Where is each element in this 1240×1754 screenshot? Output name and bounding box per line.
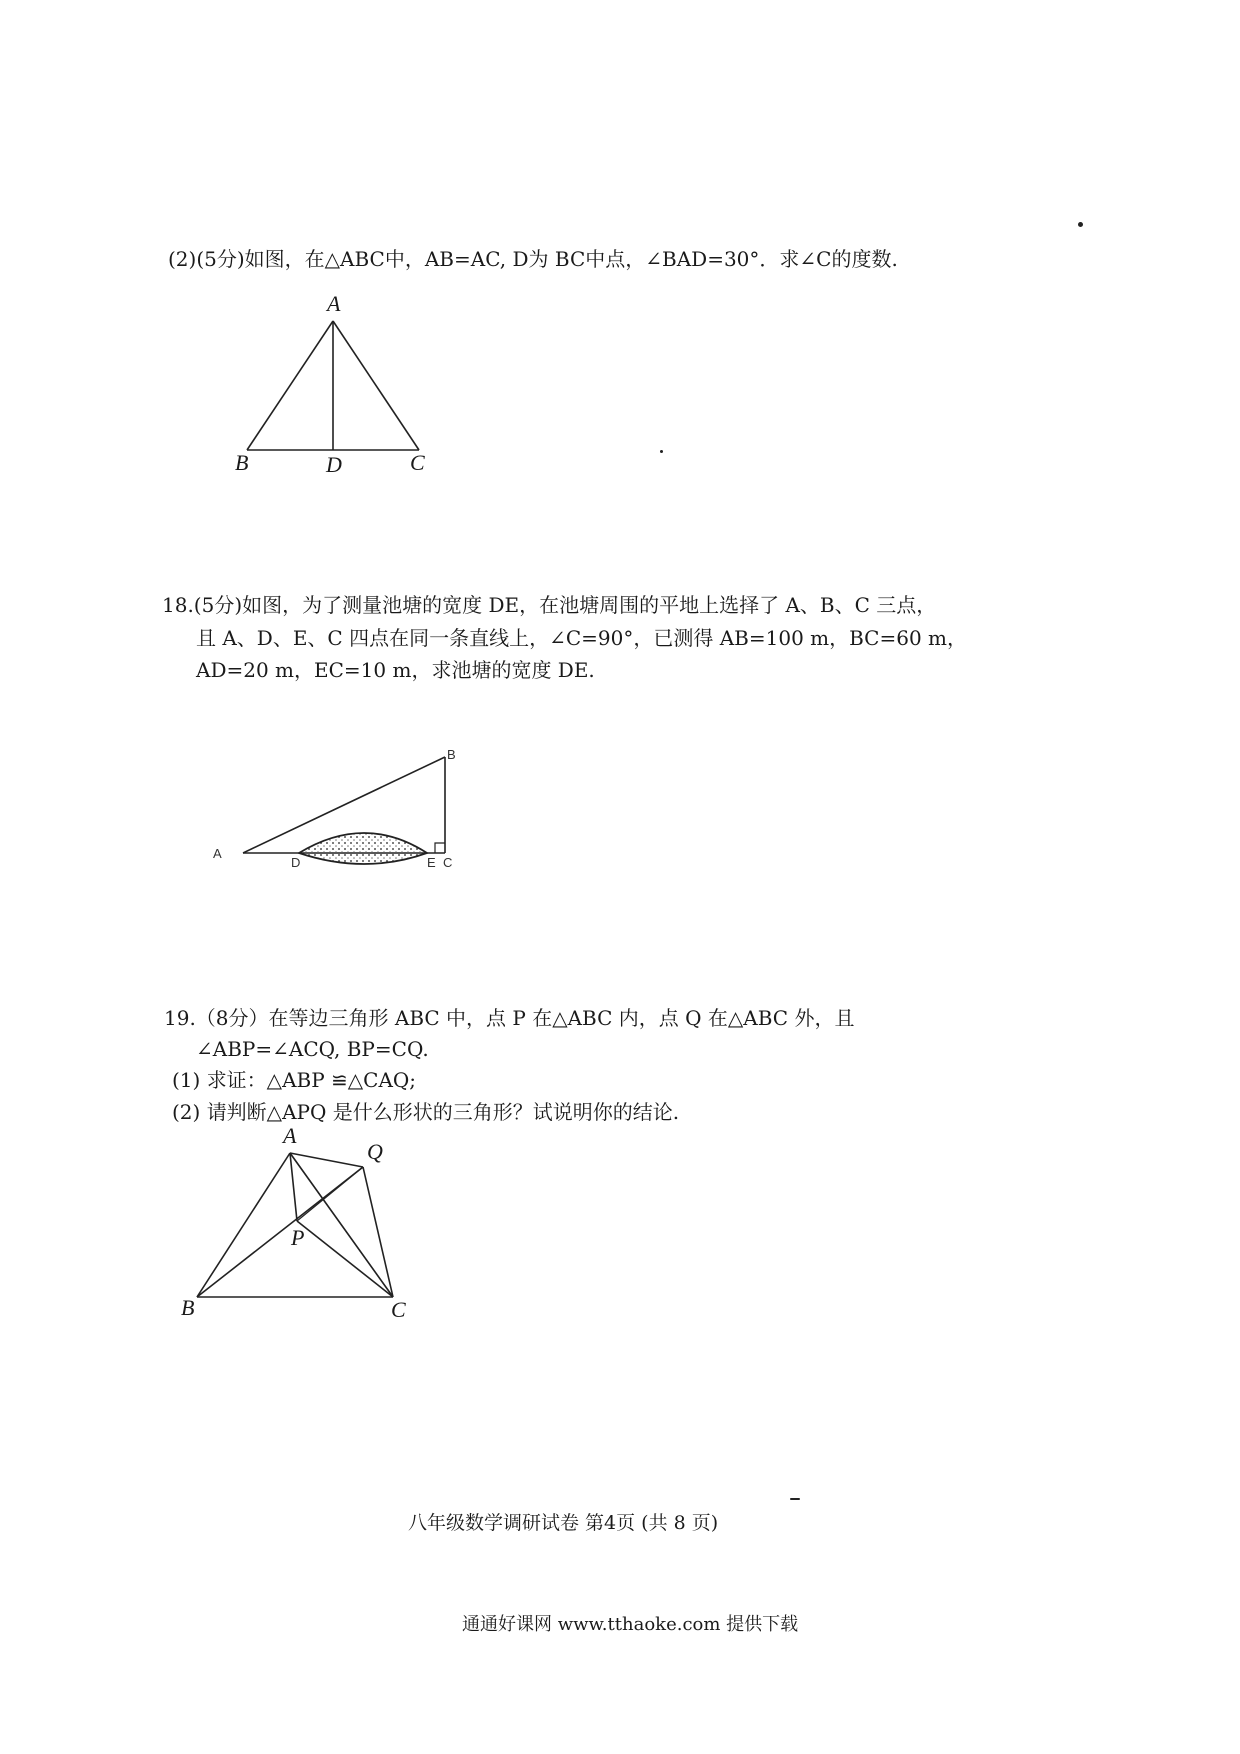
q17-2-text: (2)(5分)如图，在△ABC中，AB=AC, D为 BC中点，∠BAD=30°．求∠C的度数.	[168, 247, 898, 271]
page-footer: 八年级数学调研试卷 第4页 (共 8 页)	[408, 1512, 719, 1534]
scan-speck	[1078, 222, 1083, 227]
point-label-b: B	[447, 747, 456, 762]
vertex-label-c: C	[410, 450, 425, 475]
scan-speck	[660, 450, 663, 453]
q18-line3: AD=20 m，EC=10 m，求池塘的宽度 DE.	[196, 658, 595, 682]
pond-figure	[205, 745, 465, 875]
q18-line1: 18.(5分)如图，为了测量池塘的宽度 DE，在池塘周围的平地上选择了 A、B、C 三点，	[162, 593, 937, 617]
triangle-abd-figure	[225, 295, 435, 475]
point-label-e: E	[427, 855, 436, 870]
point-label-a: A	[213, 846, 222, 861]
q19-line1: 19.（8分）在等边三角形 ABC 中，点 P 在△ABC 内，点 Q 在△ABC 外，且	[164, 1006, 855, 1030]
vertex-label-c: C	[391, 1297, 406, 1322]
vertex-label-a: A	[283, 1125, 297, 1148]
vertex-label-a: A	[327, 295, 341, 316]
vertex-label-b: B	[181, 1295, 195, 1320]
equilateral-triangle-figure	[175, 1125, 435, 1325]
vertex-label-b: B	[235, 450, 249, 475]
vertex-label-d: D	[326, 452, 342, 475]
vertex-label-q: Q	[367, 1139, 383, 1164]
q19-line2: ∠ABP=∠ACQ, BP=CQ.	[196, 1037, 429, 1061]
q18-line2: 且 A、D、E、C 四点在同一条直线上，∠C=90°，已测得 AB=100 m，BC=60 m，	[196, 626, 968, 650]
point-label-d: D	[291, 855, 301, 870]
point-label-c: C	[443, 855, 453, 870]
q19-part2: (2) 请判断△APQ 是什么形状的三角形？试说明你的结论.	[172, 1100, 680, 1124]
scan-speck	[790, 1498, 800, 1500]
q19-part1: (1) 求证：△ABP ≌△CAQ;	[172, 1068, 417, 1092]
vertex-label-p: P	[291, 1225, 305, 1250]
download-source-note: 通通好课网 www.tthaoke.com 提供下载	[462, 1614, 799, 1635]
